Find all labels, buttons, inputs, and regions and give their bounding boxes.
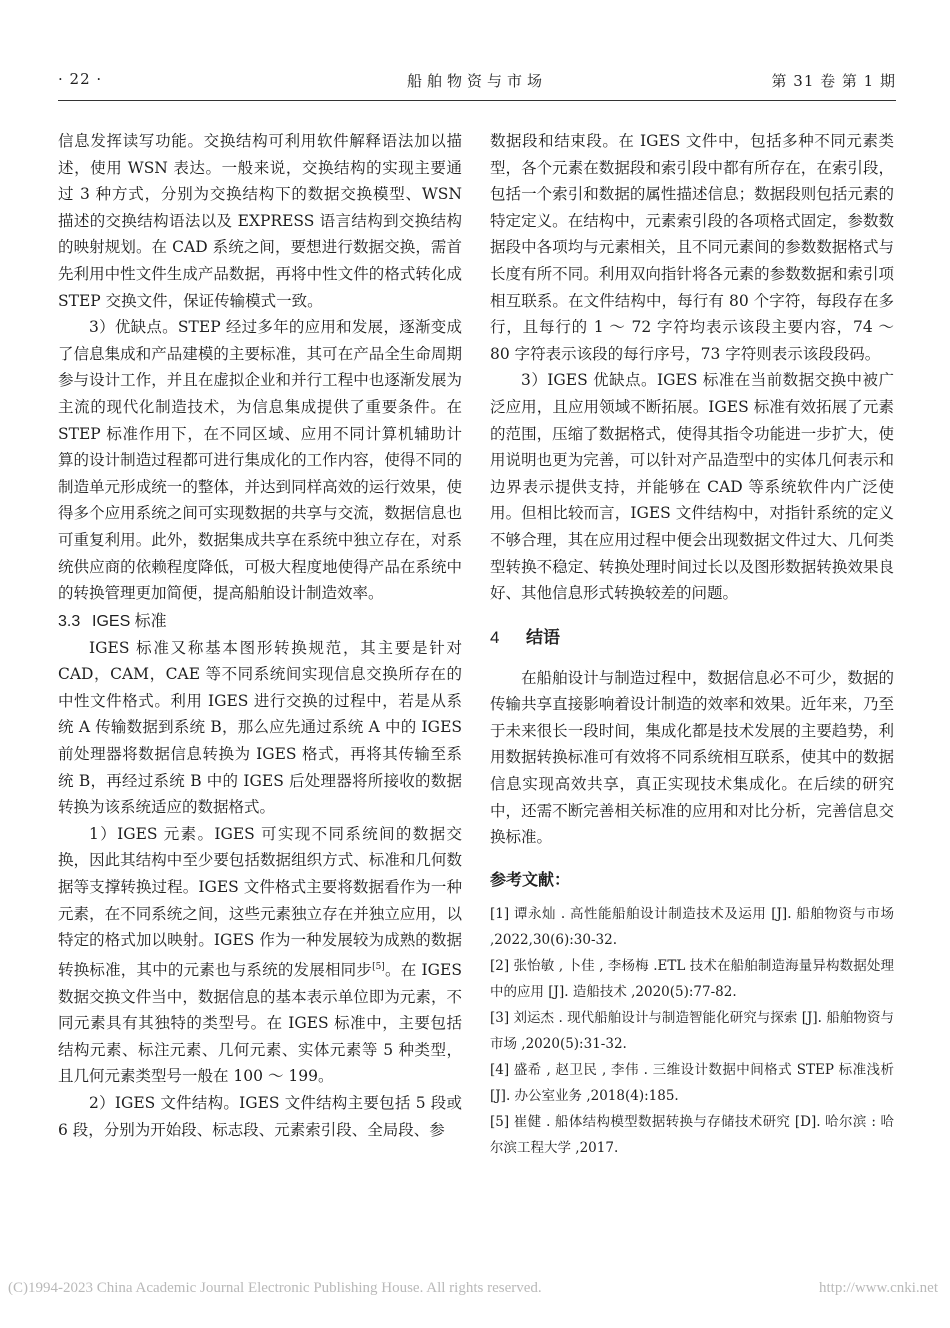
paragraph-conclusion: 在船舶设计与制造过程中，数据信息必不可少，数据的传输共享直接影响着设计制造的效率和效果。近年来，乃至于未来很长一段时间，集成化都是技术发展的主要趋势，利用数据转换标准可有效将不同系统相互联系，使其中的数据信息实现高效共享，真正实现技术集成化。在后续的研究中，还需不断完善相关标准的应用和对比分析，完善信息交换标准。 bbox=[490, 668, 894, 847]
section-title: IGES 标准 bbox=[92, 612, 167, 630]
journal-name: 船舶物资与市场 bbox=[406, 72, 547, 90]
section-number: 4 bbox=[490, 627, 500, 647]
text-run: 。在 IGES 数据交换文件当中，数据信息的基本表示单位即为元素，不同元素具有其独特的类型号。在 IGES 标准中，主要包括结构元素、标注元素、几何元素、实体元素等 5 种类型，且几何元素类型号一般在 100 ～ 199。 bbox=[58, 960, 462, 1086]
running-header bbox=[58, 70, 896, 96]
reference-item: [5] 崔健 . 船体结构模型数据转换与存储技术研究 [D]. 哈尔滨 : 哈尔滨工程大学 ,2017. bbox=[490, 1113, 894, 1156]
section-heading-4 bbox=[490, 623, 894, 653]
site-url: http://www.cnki.net bbox=[818, 1280, 938, 1296]
paragraph-step-exchange: 信息发挥读写功能。交换结构可利用软件解释语法加以描述，使用 WSN 表达。一般来说，交换结构的实现主要通过 3 种方式，分别为交换结构下的数据交换模型、WSN 描述的交换结构语法以及 EXPRESS 语言结构到交换结构的映射规划。在 CAD 系统之间，要想进行数据交换，需首先利用中性文件生成产品数据，再将中性文件的格式转化成 STEP 交换文件，保证传输模式一致。 bbox=[58, 132, 462, 310]
paragraph-iges-intro: IGES 标准又称基本图形转换规范，其主要是针对 CAD，CAM，CAE 等不同系统间实现信息交换所存在的中性文件格式。利用 IGES 进行交换的过程中，若是从系统 A 传输数据到系统 B，那么应先通过系统 A 中的 IGES 前处理器将数据信息转换为 IGES 格式，再将其传输至系统 B，再经过系统 B 中的 IGES 后处理器将所接收的数据转换为该系统适应的数据格式。 bbox=[58, 638, 462, 817]
reference-item: [1] 谭永灿 . 高性能船舶设计制造技术及运用 [J]. 船舶物资与市场 ,2022,30(6):30-32. bbox=[490, 905, 894, 948]
reference-item: [4] 盛希 , 赵卫民 , 李伟 . 三维设计数据中间格式 STEP 标准浅析 [J]. 办公室业务 ,2018(4):185. bbox=[490, 1061, 894, 1104]
paragraph-iges-elements bbox=[58, 821, 462, 1090]
section-number: 3.3 bbox=[58, 612, 81, 630]
copyright-notice: (C)1994-2023 China Academic Journal Electronic Publishing House. All rights reserved. bbox=[8, 1280, 542, 1296]
references-title: 参考文献： bbox=[490, 871, 571, 889]
paragraph-iges-segments: 数据段和结束段。在 IGES 文件中，包括多种不同元素类型，各个元素在数据段和索引段中都有所存在，在索引段，包括一个索引和数据的属性描述信息；数据段则包括元素的特定定义。在结构中，元素索引段的各项格式固定，参数数据段中各项均与元素相关，且不同元素间的参数数据格式与长度有所不同。利用双向指针将各元素的参数数据和索引项相互联系。在文件结构中，每行有 80 个字符，每段存在多行，且每行的 1 ～ 72 字符均表示该段主要内容，74 ～ 80 字符表示该段的每行序号，73 字符则表示该段段码。 bbox=[490, 132, 894, 363]
footer-watermark bbox=[0, 1280, 950, 1300]
reference-item: [2] 张怡敏 , 卜佳 , 李杨梅 .ETL 技术在船舶制造海量异构数据处理中的应用 [J]. 造船技术 ,2020(5):77-82. bbox=[490, 957, 894, 1000]
citation-marker: [5] bbox=[372, 961, 385, 972]
paragraph-step-pros-cons: 3）优缺点。STEP 经过多年的应用和发展，逐渐变成了信息集成和产品建模的主要标准，其可在产品全生命周期参与设计工作，并且在虚拟企业和并行工程中也逐渐发展为主流的现代化制造技术，为信息集成提供了重要条件。在 STEP 标准作用下，在不同区域、应用不同计算机辅助计算的设计制造过程都可进行集成化的工作内容，使得不同的制造单元形成统一的整体，并达到同样高效的运行效果，使得多个应用系统之间可实现数据的共享与交流，数据信息也可重复利用。此外，数据集成共享在系统中独立存在，对系统供应商的依赖程度降低，可极大程度地使得产品在系统中的转换管理更加简便，提高船舶设计制造效率。 bbox=[58, 318, 462, 603]
issue-info: 第 31 卷 第 1 期 bbox=[771, 72, 896, 90]
paragraph-iges-file-structure: 2）IGES 文件结构。IGES 文件结构主要包括 5 段或 6 段，分别为开始段、标志段、元素索引段、全局段、参 bbox=[58, 1093, 462, 1139]
right-column bbox=[490, 128, 894, 1161]
reference-item: [3] 刘运杰 . 现代船舶设计与制造智能化研究与探索 [J]. 船舶物资与市场 ,2020(5):31-32. bbox=[490, 1009, 894, 1052]
left-column bbox=[58, 128, 462, 1143]
header-rule bbox=[58, 100, 896, 101]
text-run: 1）IGES 元素。IGES 可实现不同系统间的数据交换，因此其结构中至少要包括数据组织方式、标准和几何数据等支撑转换过程。IGES 文件格式主要将数据看作为一种元素，在不同系统之间，这些元素独立存在并独立应用，以特定的格式加以映射。IGES 作为一种发展较为成熟的数据转换标准，其中的元素也与系统的发展相同步 bbox=[58, 824, 462, 979]
section-heading-3-3 bbox=[58, 609, 462, 635]
section-title: 结语 bbox=[526, 627, 560, 647]
paragraph-iges-pros-cons: 3）IGES 优缺点。IGES 标准在当前数据交换中被广泛应用，且应用领域不断拓展。IGES 标准有效拓展了元素的范围，压缩了数据格式，使得其指令功能进一步扩大，使用说明也更为完善，可以针对产品造型中的实体几何表示和边界表示提供支持，并能够在 CAD 等系统软件内广泛使用。但相比较而言，IGES 文件结构中，对指针系统的定义不够合理，其在应用过程中便会出现数据文件过大、几何类型转换不稳定、转换处理时间过长以及图形数据转换效果良好、其他信息形式转换较差的问题。 bbox=[490, 371, 894, 603]
page-number: · 22 · bbox=[58, 70, 103, 88]
